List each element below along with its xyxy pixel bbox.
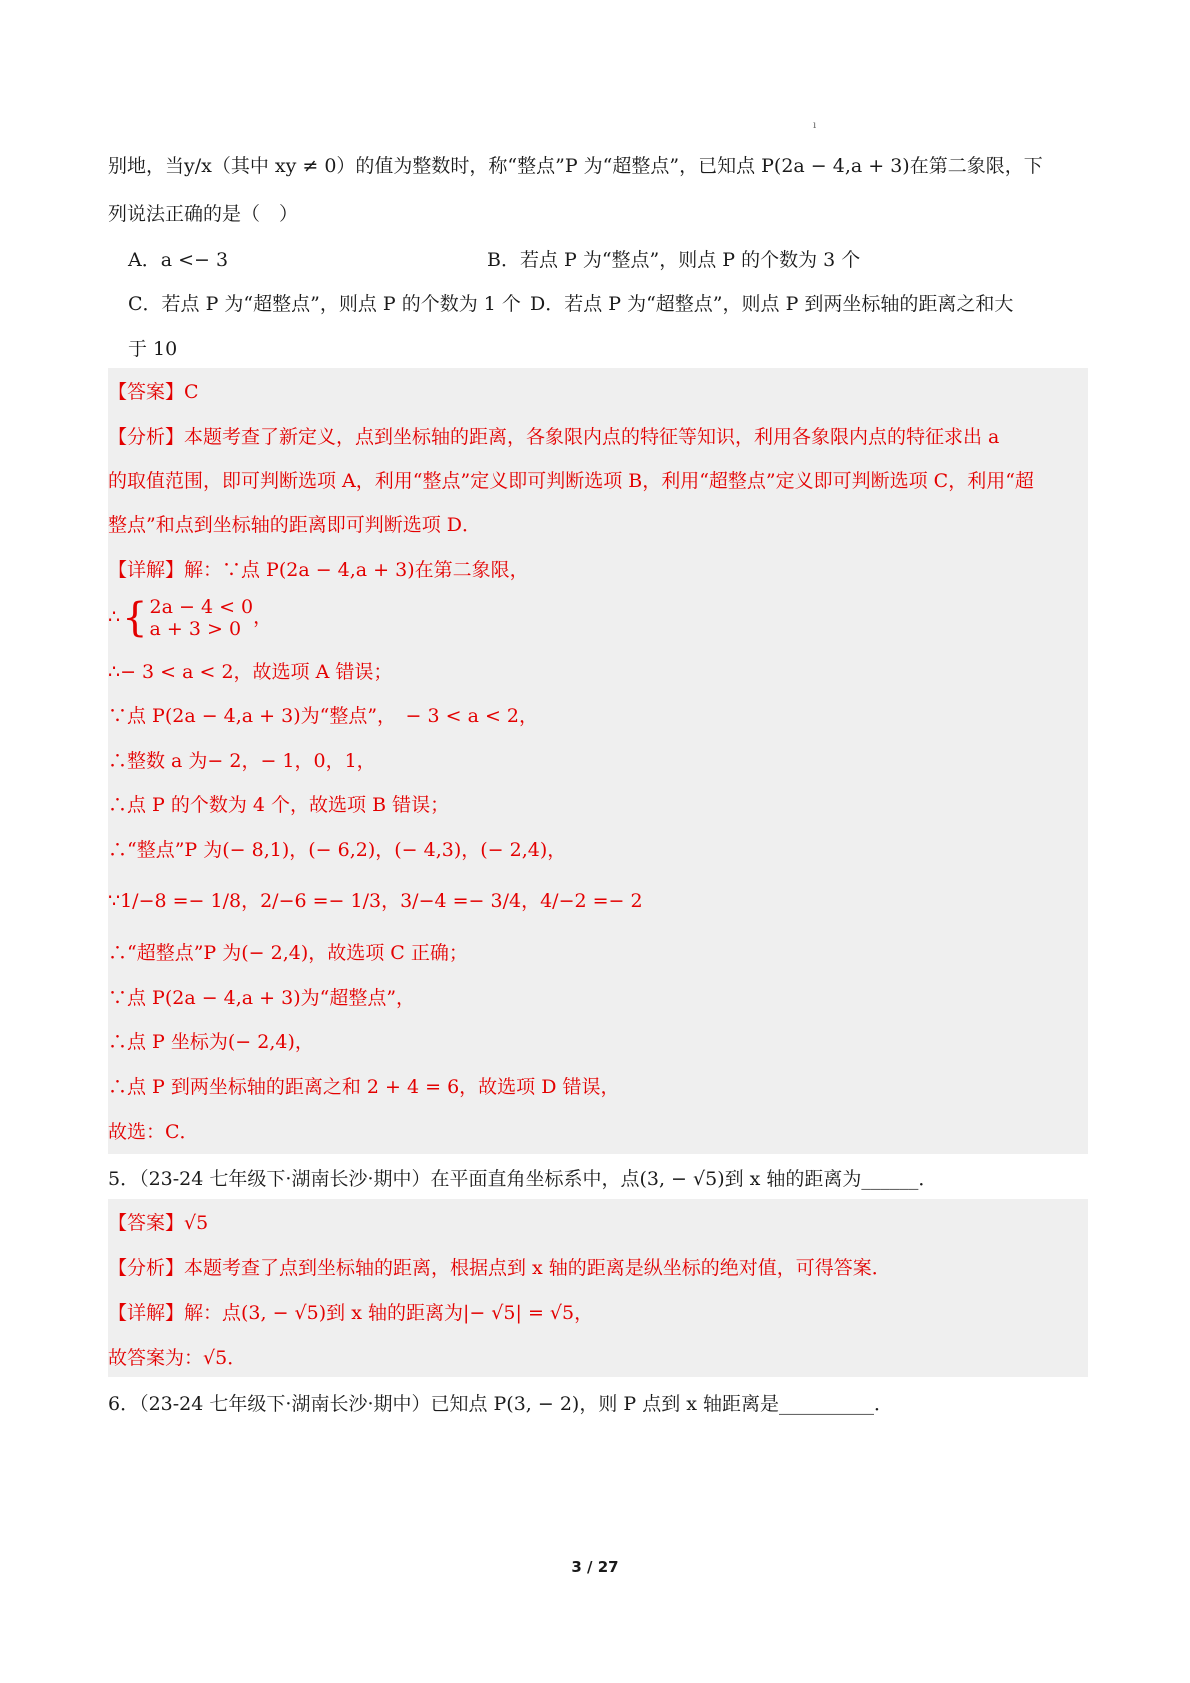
system-equation-2: a + 3 > 0: [149, 618, 242, 640]
option-b: B．若点 P 为“整点”，则点 P 的个数为 3 个: [487, 249, 861, 271]
header-tick-mark: ı: [813, 120, 817, 131]
system-comma: ，: [253, 606, 273, 628]
analysis-5: 【分析】本题考查了点到坐标轴的距离，根据点到 x 轴的距离是纵坐标的绝对值，可得答案．: [108, 1257, 891, 1279]
step-7: ∴“超整点”P 为(− 2,4)，故选项 C 正确；: [108, 942, 468, 964]
option-d-continued: 于 10: [128, 338, 178, 360]
step-1: ∴− 3 < a < 2，故选项 A 错误；: [108, 661, 393, 683]
step-6: ∵1/−8 =− 1/8，2/−6 =− 1/3，3/−4 =− 3/4，4/−2 =− 2: [108, 890, 643, 912]
detail-5: 【详解】解：点(3, − √5)到 x 轴的距离为|− √5| = √5，: [108, 1302, 594, 1324]
option-c: C．若点 P 为“超整点”，则点 P 的个数为 1 个: [128, 293, 521, 315]
question-line-1: 别地，当y/x（其中 xy ≠ 0）的值为整数时，称“整点”P 为“超整点”，已知点 P(2a − 4,a + 3)在第二象限，下: [108, 155, 1043, 177]
question-5: 5．（23-24 七年级下·湖南长沙·期中）在平面直角坐标系中，点(3, − √5)到 x 轴的距离为______．: [108, 1168, 938, 1190]
question-6: 6．（23-24 七年级下·湖南长沙·期中）已知点 P(3, − 2)，则 P 点到 x 轴距离是__________．: [108, 1393, 894, 1415]
step-11: 故选：C．: [108, 1121, 199, 1143]
step-3: ∴整数 a 为− 2，− 1，0，1，: [108, 750, 376, 772]
option-d: D．若点 P 为“超整点”，则点 P 到两坐标轴的距离之和大: [530, 293, 1014, 315]
system-equation-1: 2a − 4 < 0: [149, 596, 254, 618]
step-2: ∵点 P(2a − 4,a + 3)为“整点”， − 3 < a < 2，: [108, 705, 538, 727]
detail-line-1: 【详解】解：∵点 P(2a − 4,a + 3)在第二象限，: [108, 559, 529, 581]
therefore-symbol: ∴: [108, 606, 121, 628]
left-brace: {: [122, 595, 148, 641]
step-4: ∴点 P 的个数为 4 个，故选项 B 错误；: [108, 794, 450, 816]
question-line-2: 列说法正确的是（ ）: [108, 203, 299, 225]
final-5: 故答案为：√5．: [108, 1347, 247, 1369]
solution-4-box: [108, 368, 1088, 1154]
analysis-line-1: 【分析】本题考查了新定义，点到坐标轴的距离，各象限内点的特征等知识，利用各象限内点的特征求出 a: [108, 426, 1000, 448]
analysis-line-3: 整点”和点到坐标轴的距离即可判断选项 D．: [108, 514, 481, 536]
answer-label: 【答案】C: [108, 381, 199, 403]
option-a: A．a <− 3: [128, 249, 229, 271]
solution-5-box: [108, 1199, 1088, 1377]
step-10: ∴点 P 到两坐标轴的距离之和 2 + 4 = 6，故选项 D 错误，: [108, 1076, 620, 1098]
step-8: ∵点 P(2a − 4,a + 3)为“超整点”，: [108, 987, 416, 1009]
answer-5-label: 【答案】√5: [108, 1212, 209, 1234]
page-number: 3 / 27: [571, 1558, 619, 1576]
analysis-line-2: 的取值范围，即可判断选项 A，利用“整点”定义即可判断选项 B，利用“超整点”定义即可判断选项 C，利用“超: [108, 470, 1034, 492]
step-9: ∴点 P 坐标为(− 2,4)，: [108, 1031, 314, 1053]
step-5: ∴“整点”P 为(− 8,1)，(− 6,2)，(− 4,3)，(− 2,4)，: [108, 839, 567, 861]
inequality-system: [108, 596, 272, 640]
